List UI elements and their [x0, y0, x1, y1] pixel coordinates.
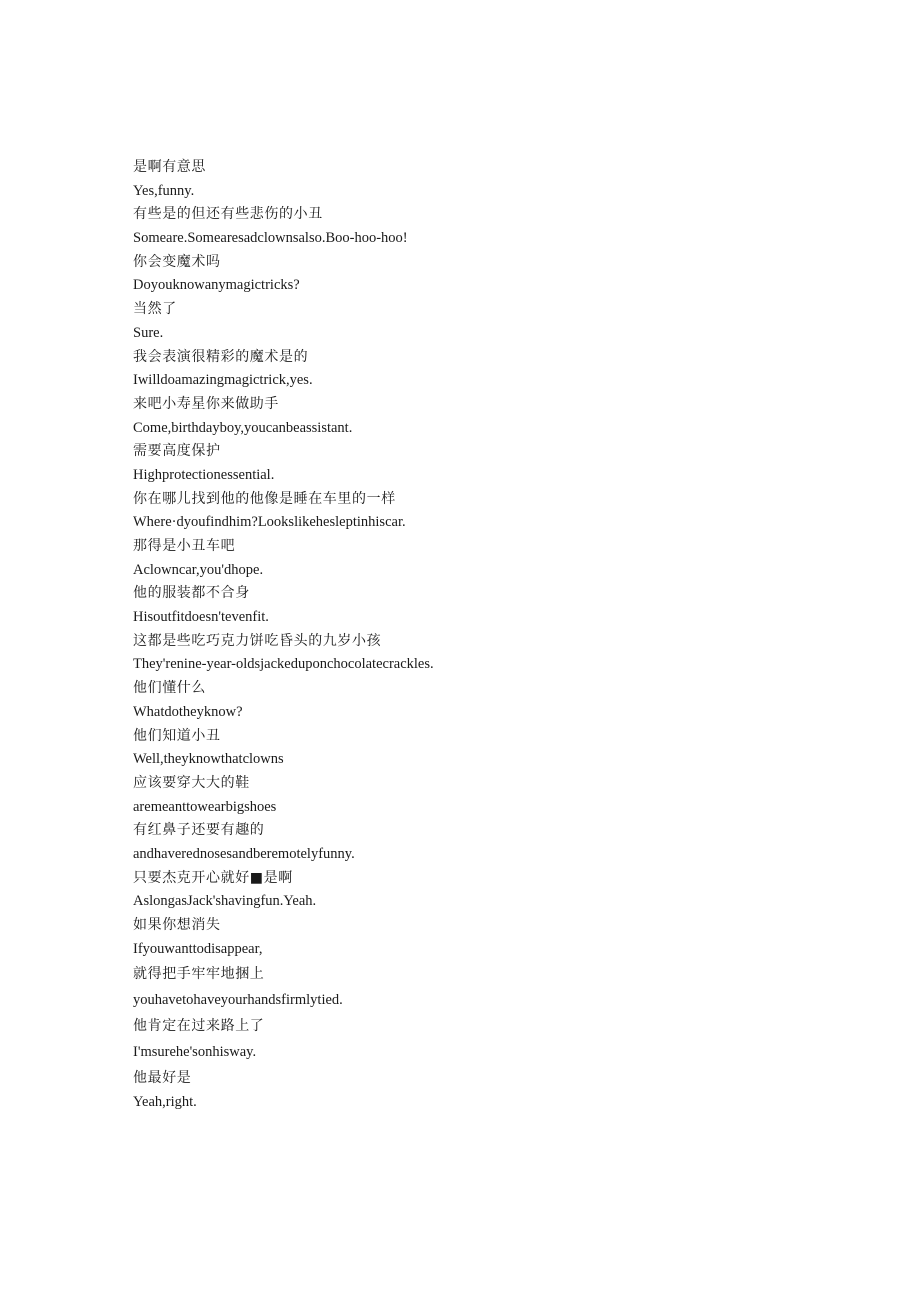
transcript-line-zh: 有些是的但还有些悲伤的小丑 — [133, 206, 323, 223]
transcript-line-en: Ifyouwanttodisappear, — [133, 940, 263, 957]
transcript-line-zh: 我会表演很精彩的魔术是的 — [133, 348, 309, 365]
transcript-line-zh: 需要高度保护 — [133, 443, 221, 460]
transcript-line-zh: 这都是些吃巧克力饼吃昏头的九岁小孩 — [133, 632, 382, 649]
transcript-line-en: I'msurehe'sonhisway. — [133, 1044, 257, 1061]
transcript-line-zh: 他们知道小丑 — [133, 727, 221, 744]
transcript-line-en: Iwilldoamazingmagictrick,yes. — [133, 372, 313, 389]
transcript-line-zh: 他们懂什么 — [133, 680, 206, 697]
transcript-line-en: Well,theyknowthatclowns — [133, 751, 284, 768]
transcript-line-zh: 就得把手牢牢地捆上 — [133, 966, 265, 983]
transcript-body — [133, 156, 853, 1115]
transcript-line-zh: 来吧小寿星你来做助手 — [133, 395, 279, 412]
transcript-line-en: Hisoutfitdoesn'tevenfit. — [133, 609, 269, 626]
transcript-line-en: Someare.Somearesadclownsalso.Boo-hoo-hoo! — [133, 230, 408, 247]
transcript-line-zh: 当然了 — [133, 301, 177, 318]
transcript-line-en: Aclowncar,you'dhope. — [133, 561, 264, 578]
transcript-line-en: Highprotectionessential. — [133, 466, 275, 483]
transcript-line-zh: 他的服装都不合身 — [133, 585, 250, 602]
transcript-line-en: Doyouknowanymagictricks? — [133, 277, 300, 294]
transcript-line-zh: 如果你想消失 — [133, 917, 221, 933]
transcript-line-en: Yeah,right. — [133, 1094, 197, 1111]
transcript-line-en: youhavetohaveyourhandsfirmlytied. — [133, 992, 343, 1009]
transcript-line-en: aremeanttowearbigshoes — [133, 798, 277, 815]
transcript-line-en: They'renine-year-oldsjackeduponchocolatecrackles. — [133, 656, 434, 673]
transcript-line-en: Yes,funny. — [133, 182, 195, 199]
transcript-line-zh: 应该要穿大大的鞋 — [133, 774, 250, 791]
transcript-line-zh: 只要杰克开心就好■是啊 — [133, 869, 293, 886]
transcript-line-en: andhaverednosesandberemotelyfunny. — [133, 845, 355, 862]
transcript-line-zh: 是啊有意思 — [133, 159, 206, 175]
transcript-line-zh: 那得是小丑车吧 — [133, 538, 236, 554]
transcript-line-en: AslongasJack'shavingfun.Yeah. — [133, 893, 317, 910]
transcript-line-en: Come,birthdayboy,youcanbeassistant. — [133, 419, 353, 436]
transcript-line-en: Sure. — [133, 324, 164, 341]
transcript-line-zh: 你在哪儿找到他的他像是睡在车里的一样 — [133, 490, 396, 507]
transcript-line-zh: 你会变魔术吗 — [133, 253, 221, 270]
transcript-line-zh: 他最好是 — [133, 1070, 192, 1087]
transcript-line-zh: 有红鼻子还要有趣的 — [133, 822, 265, 839]
transcript-line-en: Whatdotheyknow? — [133, 703, 243, 720]
transcript-line-zh: 他肯定在过来路上了 — [133, 1018, 265, 1035]
transcript-line-en: Where·dyoufindhim?Lookslikehesleptinhiscar. — [133, 514, 406, 531]
